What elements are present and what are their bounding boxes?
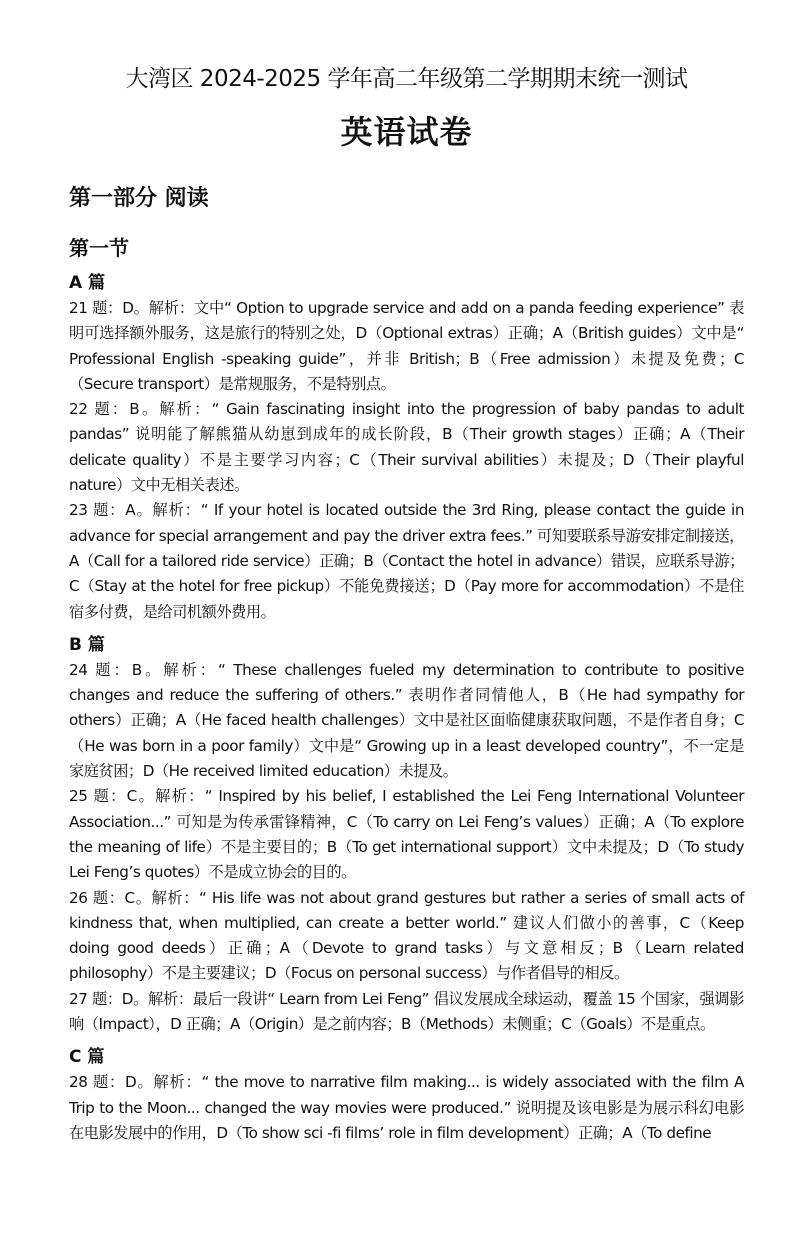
answer-explanation: 25 题：C。解析：“ Inspired by his belief, I established the Lei Feng International Volunteer Association...” 可知是为传承雷锋精神，C（To carry on Lei Feng’s values）正确；A（To explore the meaning of life）不是主要目的；B（To get international support）文中未提及；D（To study Lei Feng’s quotes）不是成立协会的目的。 bbox=[69, 787, 744, 882]
part-heading: 第一部分 阅读 bbox=[69, 186, 209, 211]
answer-explanation: 22 题：B。解析：“ Gain fascinating insight into the progression of baby pandas to adult pandas” 说明能了解熊猫从幼崽到成年的成长阶段，B（Their growth stages）正确；A（Their delicate quality）不是主要学习内容；C（Their survival abilities）未提及；D（Their playful nature）文中无相关表述。 bbox=[69, 400, 744, 495]
exam-title: 大湾区 2024-2025 学年高二年级第二学期期末统一测试 bbox=[125, 66, 688, 92]
passage-label: C 篇 bbox=[69, 1047, 105, 1068]
exam-subtitle: 英语试卷 bbox=[340, 113, 473, 151]
passage-label: A 篇 bbox=[69, 273, 106, 293]
passage-label: B 篇 bbox=[69, 634, 105, 655]
answer-explanation: 26 题：C。解析：“ His life was not about grand gestures but rather a series of small acts of kindness that, when multiplied, can create a better world.” 建议人们做小的善事，C（Keep doing good deeds）正确；A（Devote to grand tasks）与文意相反；B（Learn related philosophy）不是主要建议；D（Focus on personal success）与作者倡导的相反。 bbox=[69, 888, 744, 983]
answer-explanation: 27 题：D。解析：最后一段讲“ Learn from Lei Feng” 倡议发展成全球运动，覆盖 15 个国家，强调影响（Impact），D 正确；A（Origin）是之前内容；B（Methods）未侧重；C（Goals）不是重点。 bbox=[69, 989, 744, 1034]
answer-explanation: 21 题：D。解析：文中“ Option to upgrade service and add on a panda feeding experience” 表明可选择额外服务，这是旅行的特别之处，D（Optional extras）正确；A（British guides）文中是“ Professional English -speaking guide”，并非 British；B（Free admission）未提及免费；C（Secure transport）是常规服务，不是特别点。 bbox=[69, 299, 744, 393]
section-heading: 第一节 bbox=[69, 236, 129, 260]
answer-explanation: 24 题：B。解析：“ These challenges fueled my determination to contribute to positive changes and reduce the suffering of others.” 表明作者同情他人，B（He had sympathy for others）正确；A（He faced health challenges）文中是社区面临健康获取问题，不是作者自身；C（He was born in a poor family）文中是“ Growing up in a least developed country”，不一定是家庭贫困；D（He received limited education）未提及。 bbox=[69, 660, 744, 781]
answer-explanation: 28 题：D。解析：“ the move to narrative film making... is widely associated with the film A Trip to the Moon... changed the way movies were produced.” 说明提及该电影是为展示科幻电影在电影发展中的作用，D（To show sci -fi films’ role in film development）正确；A（To define bbox=[69, 1073, 744, 1142]
answer-explanation: 23 题：A。解析：“ If your hotel is located outside the 3rd Ring, please contact the guide in advance for special arrangement and pay the driver extra fees.” 可知要联系导游安排定制接送，A（Call for a tailored ride service）正确；B（Contact the hotel in advance）错误，应联系导游；C（Stay at the hotel for free pickup）不能免费接送；D（Pay more for accommodation）不是住宿多付费，是给司机额外费用。 bbox=[69, 501, 744, 621]
